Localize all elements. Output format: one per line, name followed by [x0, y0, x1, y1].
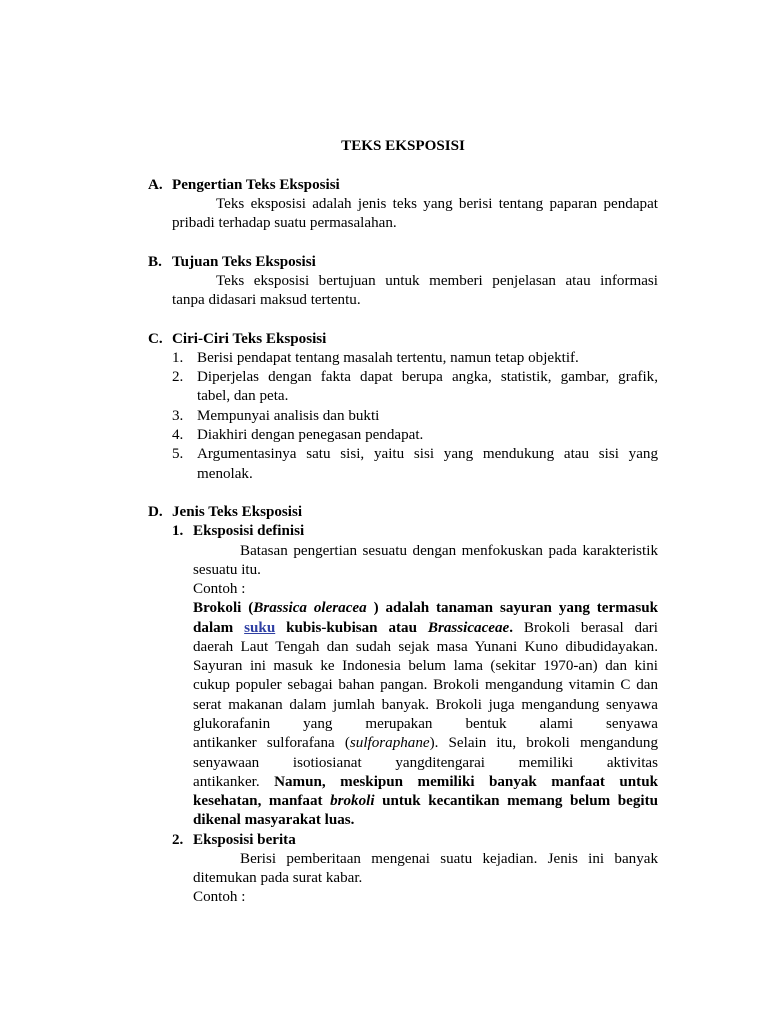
list-item-text: Argumentasinya satu sisi, yaitu sisi yang mendukung atau sisi yang [197, 446, 658, 463]
paragraph-line: Berisi pemberitaan mengenai suatu kejadian. Jenis ini banyak [240, 850, 658, 867]
example-label: Contoh : [193, 581, 246, 598]
section-c-heading: Ciri-Ciri Teks Eksposisi [172, 330, 327, 347]
section-a-heading: Pengertian Teks Eksposisi [172, 176, 340, 193]
list-item-number: 1. [172, 349, 184, 366]
example-line: glukorafanin yang merupakan bentuk alami senyawa [193, 715, 658, 732]
example-segment: dalam [193, 619, 245, 636]
list-item-text: Diakhiri dengan penegasan pendapat. [197, 426, 424, 443]
list-item-text: Diperjelas dengan fakta dapat berupa angka, statistik, gambar, grafik, [197, 369, 658, 386]
type-heading: Eksposisi definisi [193, 523, 305, 540]
document-page [148, 137, 658, 908]
section-b-heading: Tujuan Teks Eksposisi [172, 253, 316, 270]
example-line: senyawaan isotiosianat yangditengarai memiliki aktivitas [193, 754, 658, 771]
spacer [148, 233, 658, 252]
paragraph-line: Teks eksposisi bertujuan untuk memberi penjelasan atau informasi [216, 272, 658, 289]
type-heading: Eksposisi berita [193, 831, 296, 848]
list-item-text: Berisi pendapat tentang masalah tertentu, namun tetap objektif. [197, 349, 579, 366]
section-b-marker: B. [148, 253, 162, 270]
paragraph-line: sesuatu itu. [193, 561, 261, 578]
section-b-heading-row [148, 253, 658, 272]
list-item-number: 2. [172, 369, 184, 386]
section-a-heading-row [148, 176, 658, 195]
spacer [148, 156, 658, 175]
list-item-number: 4. [172, 426, 184, 443]
list-item [148, 368, 658, 407]
scientific-name: sulforaphane [349, 735, 430, 752]
example-line: Sayuran ini masuk ke Indonesia belum lama (sekitar 1970-an) dan kini [193, 658, 658, 675]
document-title: TEKS EKSPOSISI [341, 138, 465, 154]
list-item-number: 5. [172, 446, 184, 463]
example-segment: kubis-kubisan atau [275, 619, 428, 636]
section-a-marker: A. [148, 176, 163, 193]
type-number: 2. [172, 831, 184, 848]
example-segment: kesehatan, manfaat [193, 793, 331, 810]
example-segment: . [509, 619, 524, 636]
example-segment-emphasis: brokoli [330, 793, 375, 810]
paragraph-line: ditemukan pada surat kabar. [193, 870, 363, 887]
example-line: serat makanan dalam jumlah banyak. Brokoli juga mengandung senyawa [193, 696, 658, 713]
section-d-heading-row [148, 503, 658, 522]
section-c-marker: C. [148, 330, 163, 347]
list-item [148, 407, 658, 426]
section-b [148, 253, 658, 311]
example-segment: Brokoli berasal dari [523, 619, 659, 636]
example-segment: ). Selain itu, brokoli mengandung [429, 735, 658, 752]
paragraph-line: Teks eksposisi adalah jenis teks yang berisi tentang paparan pendapat [216, 195, 658, 212]
section-b-paragraph [148, 272, 658, 311]
example-line [193, 734, 658, 753]
example-line [193, 599, 658, 618]
example-paragraph [193, 599, 658, 830]
example-line: dikenal masyarakat luas. [193, 812, 355, 829]
list-item-text: menolak. [197, 465, 253, 482]
list-item-text: Mempunyai analisis dan bukti [197, 407, 380, 424]
section-c [148, 330, 658, 484]
list-item [148, 445, 658, 484]
paragraph-line: tanpa didasari maksud tertentu. [172, 292, 361, 309]
section-c-heading-row [148, 330, 658, 349]
list-item-text: tabel, dan peta. [197, 388, 289, 405]
example-line: daerah Laut Tengah dan sudah sejak masa Yunani Kuno dibudidayakan. [193, 638, 658, 655]
suku-link[interactable]: suku [244, 619, 276, 636]
example-line [193, 773, 658, 792]
section-d-marker: D. [148, 504, 163, 521]
spacer [148, 310, 658, 329]
example-segment: Namun, meskipun memiliki banyak manfaat untuk [274, 773, 658, 790]
paragraph-line: pribadi terhadap suatu permasalahan. [172, 215, 397, 232]
scientific-name: Brassicaceae [427, 619, 510, 636]
exposition-type-definisi [148, 522, 658, 830]
section-d-heading: Jenis Teks Eksposisi [172, 504, 303, 521]
paragraph-line: Batasan pengertian sesuatu dengan menfokuskan pada karakteristik [240, 542, 658, 559]
section-a-paragraph [148, 195, 658, 234]
example-segment: antikanker. [193, 773, 275, 790]
list-item [148, 349, 658, 368]
example-line: cukup populer sebagai bahan pangan. Brokoli mengandung vitamin C dan [193, 677, 658, 694]
exposition-type-berita [148, 831, 658, 908]
spacer [148, 484, 658, 503]
type-number: 1. [172, 523, 184, 540]
example-line [193, 792, 658, 811]
example-segment: untuk kecantikan memang belum begitu [374, 793, 658, 810]
example-line [193, 619, 658, 638]
example-segment: antikanker sulforafana ( [193, 735, 350, 752]
example-segment: Brokoli ( [193, 600, 254, 617]
scientific-name: Brassica oleracea [253, 600, 367, 617]
example-segment: ) adalah tanaman sayuran yang termasuk [366, 600, 658, 617]
section-a [148, 176, 658, 234]
list-item-number: 3. [172, 407, 184, 424]
list-item [148, 426, 658, 445]
example-label: Contoh : [193, 889, 246, 906]
section-d [148, 503, 658, 908]
